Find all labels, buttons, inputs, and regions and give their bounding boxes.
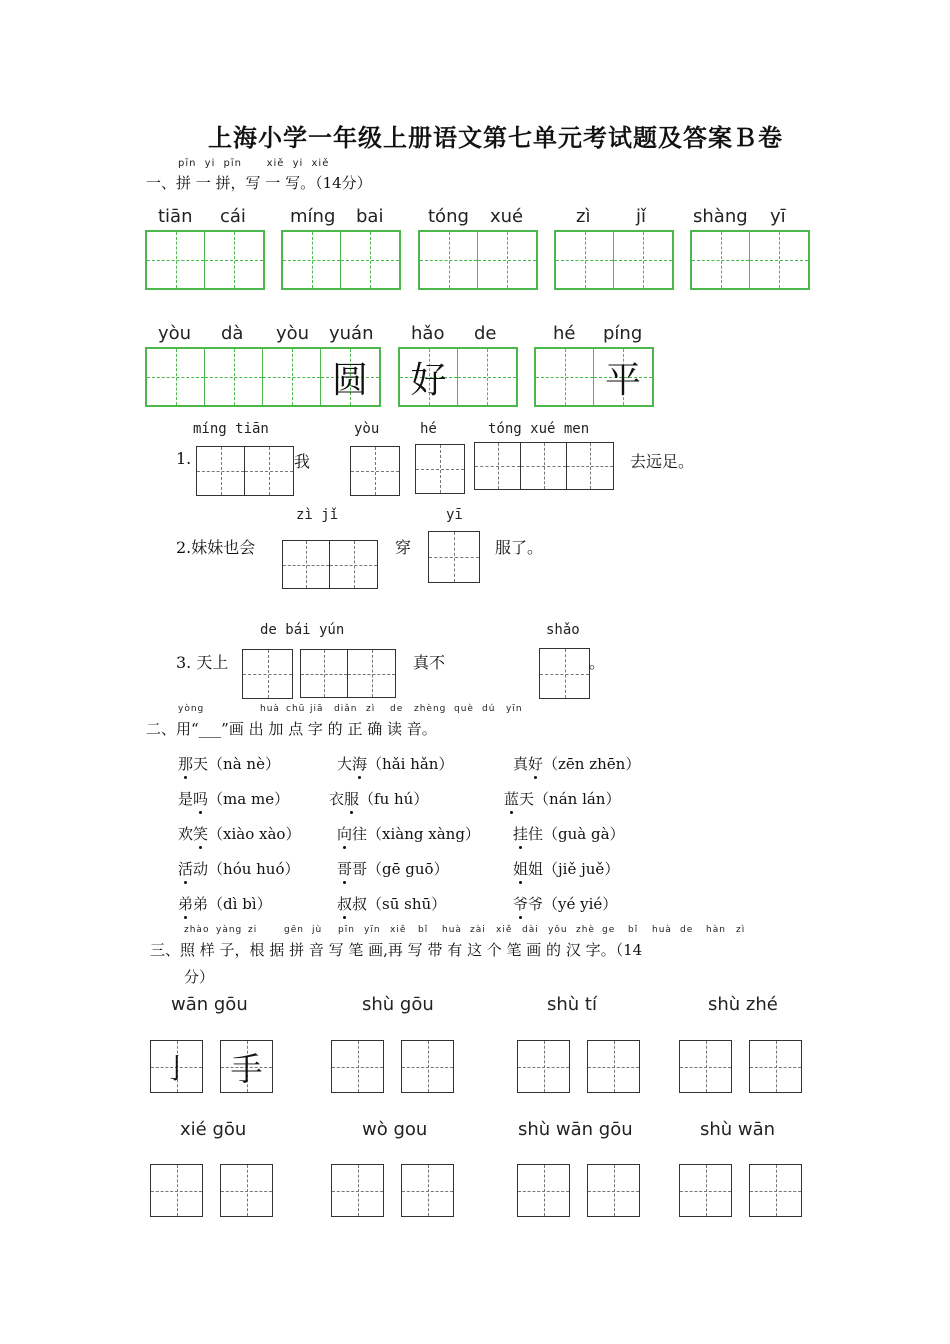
- char-box[interactable]: [587, 1164, 640, 1217]
- stroke-box[interactable]: [517, 1040, 570, 1093]
- reading-item[interactable]: 挂住（guà gà）: [513, 825, 625, 843]
- stroke-box[interactable]: [517, 1164, 570, 1217]
- sentence-text: 真不: [413, 653, 446, 672]
- sentence-text: 服了。: [495, 538, 544, 557]
- given-character: 圆: [331, 359, 368, 401]
- stroke-name: shù wān: [700, 1119, 776, 1140]
- char-box[interactable]: [587, 1040, 640, 1093]
- word-pinyin: yuán: [329, 323, 374, 344]
- char-box[interactable]: [220, 1040, 273, 1093]
- section2-heading: 二、用“___”画 出 加 点 字 的 正 确 读 音。: [146, 720, 437, 738]
- answer-box[interactable]: [539, 648, 590, 699]
- given-character: 平: [604, 359, 641, 401]
- given-character: 好: [410, 359, 447, 401]
- answer-box[interactable]: [242, 649, 293, 699]
- answer-box[interactable]: [428, 531, 480, 583]
- word-pinyin: yī: [770, 206, 786, 227]
- stroke-name: xié gōu: [180, 1119, 247, 1140]
- reading-item[interactable]: 弟弟（dì bì）: [178, 895, 272, 913]
- word-pinyin: jǐ: [636, 206, 647, 227]
- char-box[interactable]: [220, 1164, 273, 1217]
- reading-item[interactable]: 哥哥（gē guō）: [337, 860, 449, 878]
- sentence-pinyin: míng tiān: [193, 421, 269, 437]
- word-pinyin: bai: [356, 206, 384, 227]
- answer-box[interactable]: [282, 540, 378, 589]
- writing-box[interactable]: [554, 230, 674, 290]
- sentence-text: 我: [294, 452, 311, 471]
- reading-item[interactable]: 活动（hóu huó）: [178, 860, 300, 878]
- reading-item[interactable]: 蓝天（nán lán）: [504, 790, 621, 808]
- word-pinyin: hǎo: [411, 323, 445, 344]
- writing-box[interactable]: [690, 230, 810, 290]
- writing-box[interactable]: [145, 347, 381, 407]
- char-box[interactable]: [401, 1164, 454, 1217]
- reading-item[interactable]: 衣服（fu hú）: [329, 790, 429, 808]
- stroke-box[interactable]: [150, 1040, 203, 1093]
- stroke-name: wān gōu: [171, 994, 248, 1015]
- sentence-text: 。: [589, 653, 606, 672]
- stroke-box[interactable]: [331, 1040, 384, 1093]
- sentence-pinyin: tóng xué men: [488, 421, 590, 437]
- word-pinyin: tóng: [428, 206, 469, 227]
- word-pinyin: yòu: [276, 323, 310, 344]
- answer-box[interactable]: [350, 446, 400, 496]
- sentence-pinyin: de bái yún: [260, 622, 345, 638]
- word-pinyin: cái: [220, 206, 246, 227]
- writing-box[interactable]: [418, 230, 538, 290]
- word-pinyin: dà: [221, 323, 244, 344]
- word-pinyin: yòu: [158, 323, 192, 344]
- example-stroke: 亅: [162, 1051, 191, 1085]
- char-box[interactable]: [749, 1164, 802, 1217]
- word-pinyin: zì: [576, 206, 591, 227]
- stroke-name: shù tí: [547, 994, 597, 1015]
- page-title: 上海小学一年级上册语文第七单元考试题及答案Ｂ卷: [208, 123, 783, 152]
- reading-item[interactable]: 那天（nà nè）: [178, 755, 280, 773]
- writing-box[interactable]: [534, 347, 654, 407]
- sentence-number: 1.: [176, 449, 192, 468]
- reading-item[interactable]: 大海（hǎi hǎn）: [337, 755, 454, 773]
- reading-item[interactable]: 姐姐（jiě juě）: [513, 860, 620, 878]
- sentence-pinyin: hé: [420, 421, 437, 437]
- word-pinyin: hé: [553, 323, 576, 344]
- word-pinyin: shàng: [693, 206, 748, 227]
- reading-item[interactable]: 欢笑（xiào xào）: [178, 825, 301, 843]
- sentence-text: 去远足。: [630, 452, 695, 471]
- sentence-pinyin: yòu: [354, 421, 380, 437]
- stroke-name: shù gōu: [362, 994, 434, 1015]
- sentence-text: 穿: [395, 538, 412, 557]
- section1-heading: 一、拼 一 拼，写 一 写。（14分）: [146, 174, 372, 192]
- reading-item[interactable]: 向往（xiàng xàng）: [337, 825, 480, 843]
- word-pinyin: píng: [603, 323, 643, 344]
- answer-box[interactable]: [415, 444, 465, 494]
- reading-item[interactable]: 是吗（ma me）: [178, 790, 290, 808]
- stroke-box[interactable]: [150, 1164, 203, 1217]
- sentence-text: 3. 天上: [176, 653, 229, 672]
- stroke-box[interactable]: [679, 1164, 732, 1217]
- writing-box[interactable]: [281, 230, 401, 290]
- sentence-pinyin: shǎo: [546, 622, 580, 638]
- section3-heading-cont: 分）: [184, 968, 215, 986]
- word-pinyin: míng: [290, 206, 336, 227]
- example-character: 手: [230, 1049, 263, 1088]
- writing-box[interactable]: [398, 347, 518, 407]
- word-pinyin: xué: [490, 206, 524, 227]
- writing-box[interactable]: [145, 230, 265, 290]
- reading-item[interactable]: 真好（zēn zhēn）: [513, 755, 641, 773]
- sentence-pinyin: yī: [446, 507, 463, 523]
- answer-box[interactable]: [300, 649, 396, 698]
- stroke-box[interactable]: [331, 1164, 384, 1217]
- answer-box[interactable]: [196, 446, 294, 496]
- section3-heading: 三、照 样 子，根 据 拼 音 写 笔 画,再 写 带 有 这 个 笔 画 的 汉 字。（14: [150, 941, 643, 959]
- char-box[interactable]: [401, 1040, 454, 1093]
- sentence-text: 2.妹妹也会: [176, 538, 256, 557]
- word-pinyin: de: [474, 323, 497, 344]
- sentence-pinyin: zì jǐ: [296, 507, 339, 523]
- word-pinyin: tiān: [158, 206, 193, 227]
- char-box[interactable]: [749, 1040, 802, 1093]
- section1-heading-pinyin: pīn yi pīn xiě yi xiě: [178, 158, 330, 169]
- answer-box[interactable]: [474, 442, 614, 490]
- reading-item[interactable]: 爷爷（yé yié）: [513, 895, 618, 913]
- stroke-name: shù wān gōu: [518, 1119, 633, 1140]
- reading-item[interactable]: 叔叔（sū shū）: [337, 895, 447, 913]
- stroke-name: shù zhé: [708, 994, 778, 1015]
- stroke-box[interactable]: [679, 1040, 732, 1093]
- stroke-name: wò gou: [362, 1119, 428, 1140]
